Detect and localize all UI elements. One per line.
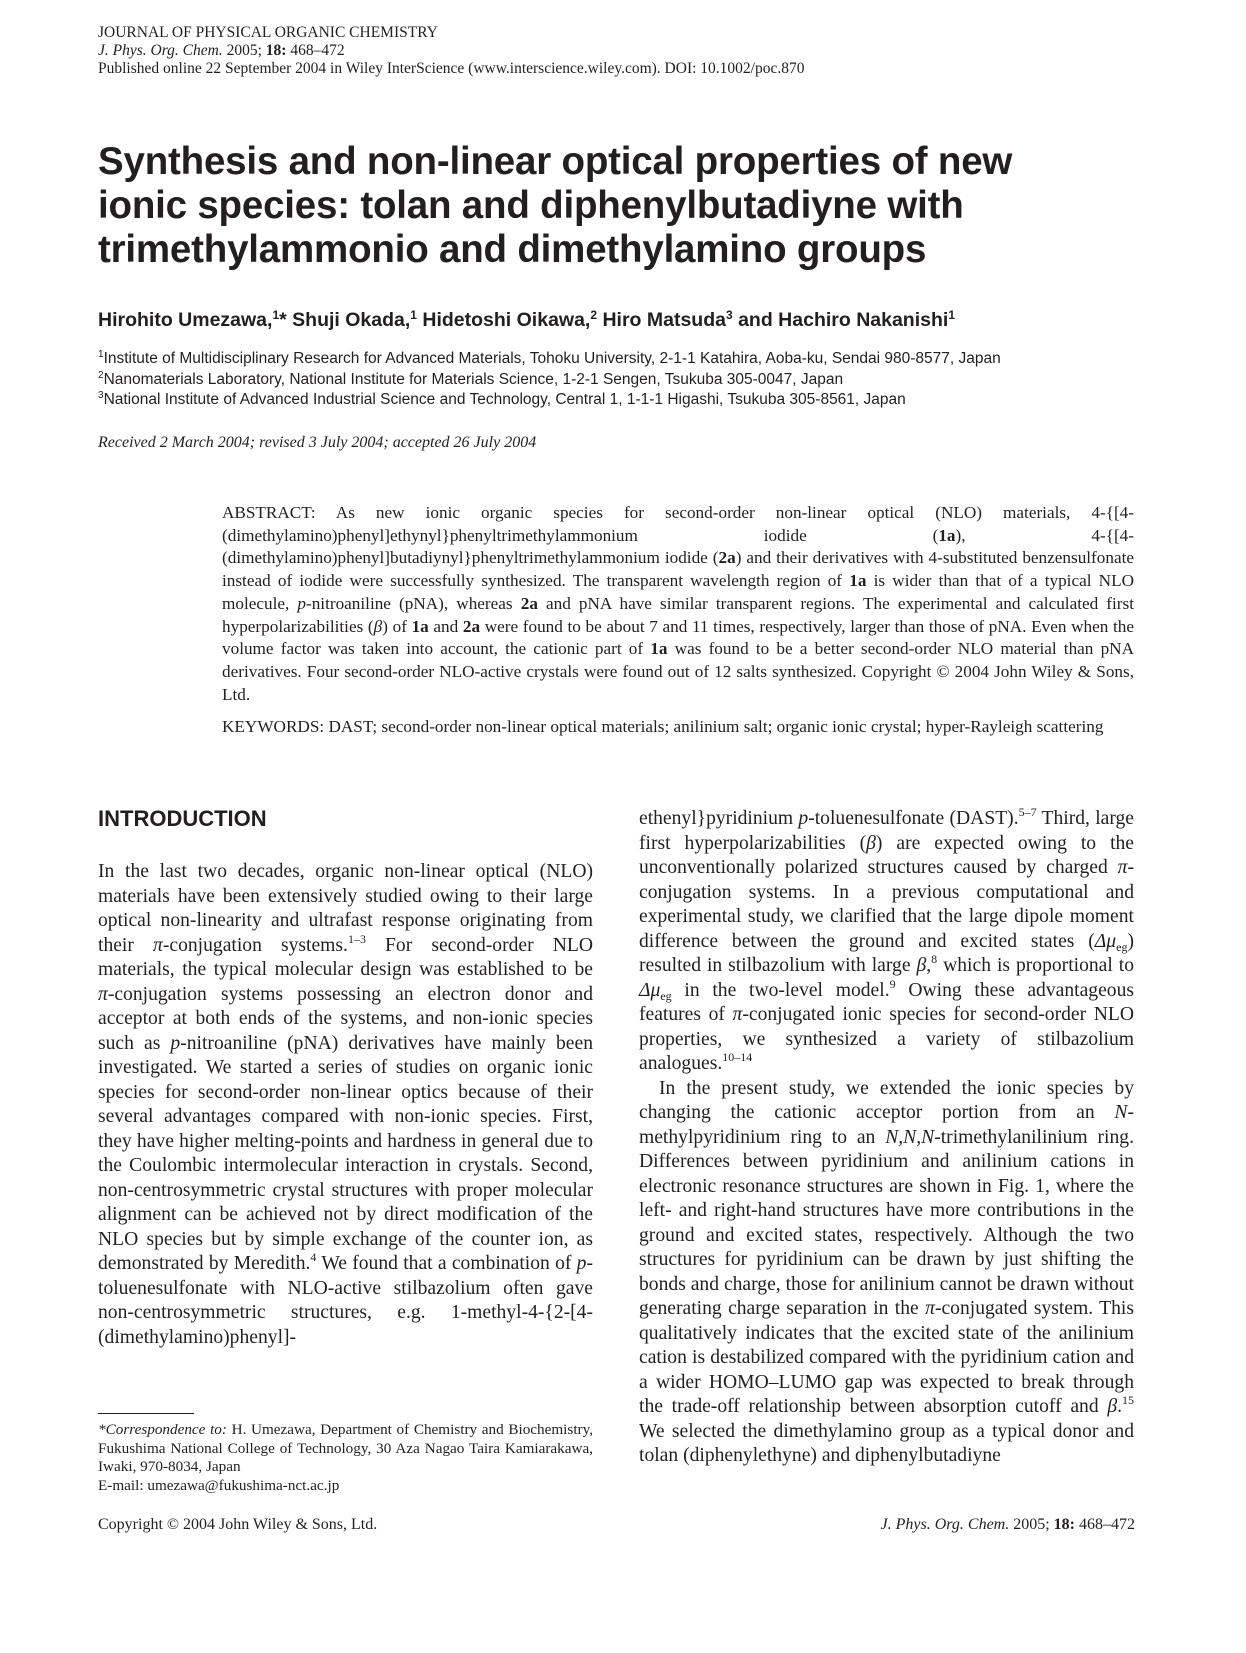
journal-name: JOURNAL OF PHYSICAL ORGANIC CHEMISTRY [98,24,438,41]
title-line-1: Synthesis and non-linear optical properties of new [98,140,1013,183]
affiliation [98,390,1198,411]
citation-ref[interactable]: 4 [310,1250,317,1264]
author-list [98,309,1158,332]
citation-ref[interactable]: 9 [889,976,896,991]
compound-label: 2a [520,593,538,613]
compound-label: 2a [718,548,736,568]
footer-journal: J. Phys. Org. Chem. [880,1516,1010,1533]
body-text: Owing these advantageous features of [639,979,1135,1025]
citation-ref[interactable]: 15 [1122,1393,1134,1407]
affiliation [98,349,1198,370]
body-column-right [639,807,1134,1469]
body-text: -conjugation systems. In a previous computational and experimental study, we clarified that the large dipole moment difference between the ground and excited states ( [639,857,1134,952]
title-line-2: ionic species: tolan and diphenylbutadiyne with [98,184,964,227]
footer-copyright: Copyright © 2004 John Wiley & Sons, Ltd. [98,1516,378,1533]
citation-ref[interactable]: 8 [931,952,938,966]
corresponding-mark: * [279,309,287,331]
citation-year: 2005; [226,42,262,59]
citation-line [98,42,1148,60]
paragraph: ethenyl}pyridinium p-toluenesulfonate (DAST).$^{5-7}$ Third, large first hyperpolarizabilities (β) are expected owing to the unconventionally polarized structures caused by charged π-conjugation systems. In a previous computational and experimental study, we clarified that the large dipole moment difference between the ground and excited states $(\Delta\mu_{eg})$ resulted in stilbazolium with large β,$^8$ which is proportional to $\Delta\mu_{eg}$ in the two-level model.$^9$ Owing these advantageous features of π-conjugated ionic species for second-order NLO properties, we synthesized a variety of stilbazolium analogues.$^{10-14}$ [639,805,1135,1074]
body-text: ) resulted in stilbazolium with large [639,930,1134,976]
subscript-eg: eg [1116,939,1128,954]
body-text: In the present study, we extended the ionic species by changing the cationic acceptor portion from an [639,1077,1134,1123]
body-text: ethenyl}pyridinium [639,808,799,829]
body-text: -methylpyridinium ring to an [639,1102,1134,1148]
section-heading-introduction: INTRODUCTION [98,806,267,831]
footnote-divider [98,1413,194,1414]
body-text: In the last two decades, organic non-linear optical (NLO) materials have been extensively studied owing to their large optical non-linearity and ultrafast response originating from their [98,861,593,956]
footer-pages: 468–472 [1075,1516,1135,1533]
body-text: Third, large first hyperpolarizabilities ( [639,808,1134,854]
citation-ref[interactable]: 10–14 [722,1050,753,1064]
body-text: -toluenesulfonate with NLO-active stilbazolium often gave non-centrosymmetric structures, e.g. 1-methyl-4-{2-[4-(dimethylamino)phenyl]- [98,1253,593,1348]
correspondence-footnote [98,1421,593,1495]
keywords-text: DAST; second-order non-linear optical materials; anilinium salt; organic ionic crystal; hyper-Rayleigh scattering [324,717,1104,736]
abstract-text: were found to be about 7 and 11 times, respectively, larger than those of pNA. Even when the volume factor was taken into account, the cationic part of [222,616,1134,659]
beta-symbol: β [373,616,383,636]
paragraph: In the present study, we extended the ionic species by changing the cationic acceptor portion from an N-methylpyridinium ring to an N,N,N-trimethylanilinium ring. Differences between pyridinium and anilinium cations in electronic resonance structures are shown in Fig. 1, where the left- and right-hand structures have more contributions in the ground and excited states, respectively. Although the two structures for pyridinium can be drawn by just shifting the bonds and charge, those for anilinium cannot be drawn without generating charge separation in the π-conjugated system. This qualitatively indicates that the excited state of the anilinium cation is destabilized compared with the pyridinium cation and a wider HOMO–LUMO gap was expected to break through the trade-off relationship between absorption cutoff and β.$^{15}$ We selected the dimethylamino group as a typical donor and tolan (diphenylethyne) and diphenylbutadiyne [639,1077,1134,1466]
author-name: Hirohito Umezawa, [98,309,273,331]
compound-label: 2a [462,616,481,636]
affiliation-text: National Institute of Advanced Industrial Science and Technology, Central 1, 1-1-1 Higashi, Tsukuba 305-8561, Japan [103,391,906,408]
pi-symbol: π [98,983,108,1005]
author-name: and Hachiro Nakanishi [732,309,949,331]
footer-year: 2005; [1009,1516,1054,1533]
publication-line: Published online 22 September 2004 in Wiley InterScience (www.interscience.wiley.com). DOI: 10.1002/poc.870 [98,60,805,77]
author-affil-mark: 3 [725,308,733,322]
author-name: Hidetoshi Oikawa, [416,309,591,331]
body-text: -nitroaniline (pNA) derivatives have mainly been investigated. We started a series of studies on organic ionic species for second-order non-linear optics because of their several advantages compared with non-ionic species. First, they have higher melting-points and hardness in general due to the Coulombic intermolecular interaction in crystals. Second, non-centrosymmetric crystal structures with proper molecular alignment can be achieved not by direct modification of the NLO species but by simple exchange of the counter ion, as demonstrated by Meredith. [98,1032,593,1274]
citation-ref[interactable]: 1–3 [347,931,366,946]
pi-symbol: π [925,1298,935,1319]
citation-pages: 468–472 [290,42,345,59]
body-column-left [98,860,593,1350]
citation-journal: J. Phys. Org. Chem. [98,42,223,59]
abstract-label: ABSTRACT: [222,503,316,522]
affiliation-text: Institute of Multidisciplinary Research for Advanced Materials, Tohoku University, 2-1-1 Katahira, Aoba-ku, Sendai 980-8577, Japan [103,350,1001,367]
abstract-text: ) of [382,616,412,636]
body-text: -conjugated system. This qualitatively indicates that the excited state of the anilinium cation is destabilized compared with the pyridinium cation and a wider HOMO–LUMO gap was expected to break through the trade-off relationship between absorption cutoff and [639,1298,1134,1417]
body-text: -toluenesulfonate (DAST). [808,808,1019,829]
body-text: We found that a combination of [316,1253,577,1274]
body-text: ) are expected owing to the unconventionally polarized structures caused by charged [639,832,1135,878]
author-affil-mark: 2 [590,308,598,322]
received-dates: Received 2 March 2004; revised 3 July 2004; accepted 26 July 2004 [98,434,537,451]
abstract-text: ) and their derivatives with 4-substituted benzensulfonate instead of iodide were successfully synthesized. The transparent wavelength region of [222,548,1135,591]
abstract-text: and pNA have similar transparent regions. The experimental and calculated first hyperpolarizabilities ( [222,593,1134,636]
body-text: We selected the dimethylamino group as a typical donor and tolan (diphenylethyne) and diphenylbutadiyne [639,1420,1134,1466]
paragraph [98,860,593,1350]
author-name: Hiro Matsuda [597,309,726,331]
affiliation [98,370,1198,391]
abstract-text: and [428,616,463,636]
footer-volume: 18: [1053,1516,1075,1533]
citation-ref[interactable]: 5–7 [1018,805,1037,819]
body-text: which is proportional to [937,955,1134,976]
compound-label: 1a [849,571,867,591]
footer-citation [845,1516,1135,1534]
italic-prefix: p [297,593,306,613]
author-name: Shuji Okada, [286,309,411,331]
footnote-email[interactable]: E-mail: umezawa@fukushima-nct.ac.jp [98,1476,340,1494]
delta-mu-symbol: Δμ [639,979,661,1001]
citation-volume: 18: [265,42,287,59]
author-affil-mark: 1 [410,308,417,322]
beta-symbol: β [916,955,927,976]
italic-prefix: p [170,1032,181,1054]
abstract-text: As new ionic organic species for second-order non-linear optical (NLO) materials, 4-{[4-(dimethylamino)phenyl]ethynyl}phenyltrimethylammonium iodide ( [222,503,1134,545]
author-affil-mark: 1 [272,308,280,322]
compound-label: 1a [411,616,429,636]
beta-symbol: β [866,832,876,854]
abstract [222,502,1134,706]
abstract-text: is wider than that of a typical NLO molecule, [222,571,1134,613]
italic-prefix: N,N,N [885,1126,935,1148]
subscript-eg: eg [660,988,672,1003]
pi-symbol: π [1117,857,1128,878]
beta-symbol: β [1107,1396,1118,1417]
footnote-text: H. Umezawa, Department of Chemistry and Biochemistry, Fukushima National College of Technology, 30 Aza Nagao Taira Kamiarakawa, Iwaki, 970-8034, Japan [98,1421,593,1475]
italic-prefix: p [576,1253,587,1274]
abstract-text: -nitroaniline (pNA), whereas [305,593,521,613]
body-text: -conjugation systems. [162,934,348,956]
affiliation-number: 1 [98,349,104,360]
affiliation-list [98,349,1198,411]
body-text: -conjugated ionic species for second-order NLO properties, we synthesized a variety of stilbazolium analogues. [639,1004,1134,1074]
running-header [98,24,1148,78]
compound-label: 1a [650,639,668,659]
author-affil-mark: 1 [948,308,956,322]
keywords [222,716,1134,739]
article-title [98,140,1158,272]
abstract-text: was found to be a better second-order NLO material than pNA derivatives. Four second-order NLO-active crystals were found out of 12 salts synthesized. Copyright © 2004 John Wiley & Sons, Ltd. [222,639,1134,704]
pi-symbol: π [153,934,163,956]
delta-mu-symbol: Δμ [1094,930,1117,952]
affiliation-number: 3 [98,390,104,401]
title-line-3: trimethylammonio and dimethylamino groups [98,228,927,271]
affiliation-text: Nanomaterials Laboratory, National Institute for Materials Science, 1-2-1 Sengen, Tsukuba 305-0047, Japan [103,370,844,388]
italic-prefix: p [798,808,809,829]
compound-label: 1a [938,525,956,545]
body-text: -trimethylanilinium ring. Differences between pyridinium and anilinium cations in electronic resonance structures are shown in Fig. 1, where the left- and right-hand structures have more contributions in the ground and excited states, respectively. Although the two structures for pyridinium can be drawn by just shifting the bonds and charge, those for anilinium cannot be drawn without generating charge separation in the [639,1126,1134,1319]
footnote-label: *Correspondence to: [98,1421,227,1438]
abstract-text: ), 4-{[4-(dimethylamino)phenyl]butadiynyl}phenyltrimethylammonium iodide ( [222,525,1134,568]
body-text: For second-order NLO materials, the typical molecular design was established to be [98,934,593,980]
pi-symbol: π [732,1004,743,1025]
body-text: in the two-level model. [671,979,890,1001]
affiliation-number: 2 [98,369,104,381]
keywords-label: KEYWORDS: [222,717,325,736]
italic-prefix: N [1114,1102,1128,1123]
body-text: -conjugation systems possessing an electron donor and acceptor at both ends of the systems, and non-ionic species such as [98,983,593,1054]
